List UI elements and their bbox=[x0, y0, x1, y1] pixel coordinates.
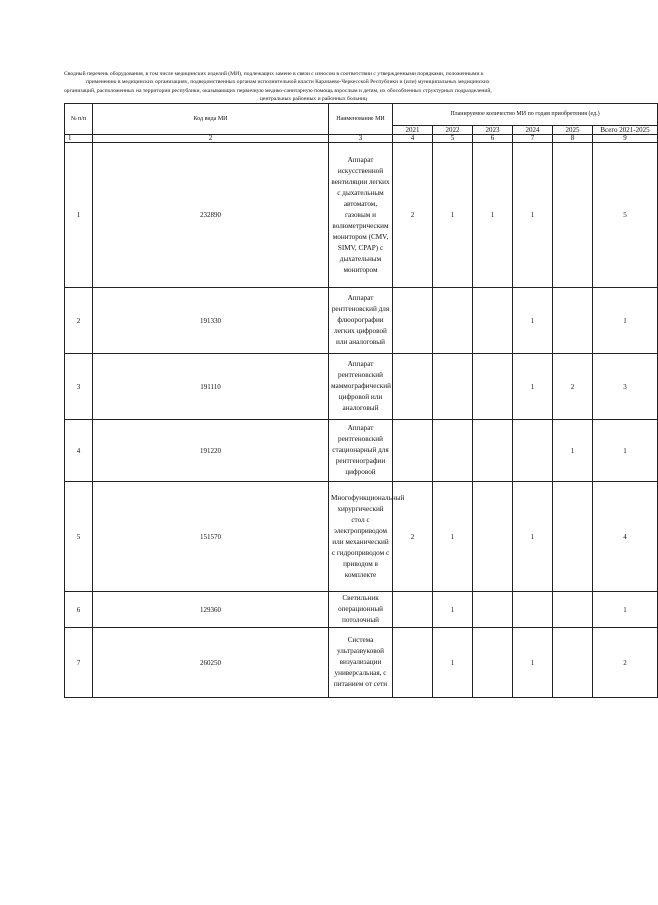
equipment-table bbox=[64, 103, 658, 698]
row-2022 bbox=[433, 288, 473, 354]
row-2025 bbox=[553, 592, 593, 628]
row-code: 129360 bbox=[93, 592, 329, 628]
row-2023 bbox=[473, 420, 513, 482]
row-2023 bbox=[473, 628, 513, 698]
row-name: Многофункциональный хирургический стол с электроприводом или механический с гидроприводом с приводом в комплекте bbox=[329, 482, 393, 592]
header-code: Код вида МИ bbox=[93, 104, 329, 135]
row-num: 1 bbox=[65, 143, 93, 288]
table-row bbox=[65, 628, 658, 698]
row-name: Система ультразвуковой визуализации универсальная, с питанием от сети bbox=[329, 628, 393, 698]
row-total: 3 bbox=[593, 354, 658, 420]
row-num: 2 bbox=[65, 288, 93, 354]
row-code: 191330 bbox=[93, 288, 329, 354]
row-code: 151570 bbox=[93, 482, 329, 592]
header-name: Наименование МИ bbox=[329, 104, 393, 135]
row-2024 bbox=[513, 592, 553, 628]
column-number: 4 bbox=[393, 135, 433, 143]
row-total: 4 bbox=[593, 482, 658, 592]
row-2022: 1 bbox=[433, 628, 473, 698]
row-2022 bbox=[433, 354, 473, 420]
table-row bbox=[65, 288, 658, 354]
column-number: 7 bbox=[513, 135, 553, 143]
row-2021 bbox=[393, 628, 433, 698]
header-year: 2022 bbox=[433, 126, 473, 135]
row-2021 bbox=[393, 288, 433, 354]
row-num: 5 bbox=[65, 482, 93, 592]
row-num: 6 bbox=[65, 592, 93, 628]
column-number: 2 bbox=[93, 135, 329, 143]
column-number: 8 bbox=[553, 135, 593, 143]
row-2023 bbox=[473, 592, 513, 628]
title-line: организаций, расположенных на территории республики, оказывающих первичную медико-санитарную помощь взрослым и детям, их обособленных структурных подразделений, bbox=[64, 87, 492, 94]
row-2025 bbox=[553, 628, 593, 698]
column-number: 6 bbox=[473, 135, 513, 143]
row-2024: 1 bbox=[513, 143, 553, 288]
row-2024 bbox=[513, 420, 553, 482]
row-code: 232890 bbox=[93, 143, 329, 288]
header-year: 2021 bbox=[393, 126, 433, 135]
row-2021 bbox=[393, 592, 433, 628]
row-total: 1 bbox=[593, 420, 658, 482]
row-name: Аппарат рентгеновский стационарный для рентгенографии цифровой bbox=[329, 420, 393, 482]
row-name: Светильник операционный потолочный bbox=[329, 592, 393, 628]
row-total: 2 bbox=[593, 628, 658, 698]
row-2023: 1 bbox=[473, 143, 513, 288]
row-code: 260250 bbox=[93, 628, 329, 698]
row-2023 bbox=[473, 354, 513, 420]
row-2024: 1 bbox=[513, 482, 553, 592]
title-line: Сводный перечень оборудования, в том числе медицинских изделий (МИ), подлежащих замене в связи с износом в соответствии с утвержденными порядками, положенными к bbox=[64, 71, 484, 77]
column-number: 9 bbox=[593, 135, 658, 143]
header-year: 2023 bbox=[473, 126, 513, 135]
row-2025: 2 bbox=[553, 354, 593, 420]
row-2023 bbox=[473, 482, 513, 592]
header-year: 2025 bbox=[553, 126, 593, 135]
page-title bbox=[64, 70, 596, 103]
row-2025 bbox=[553, 143, 593, 288]
row-name: Аппарат рентгеновский маммографический цифровой или аналоговый bbox=[329, 354, 393, 420]
row-name: Аппарат искусственной вентиляции легких с дыхательным автоматом, газовым и волюметрическим монитором (CMV, SIMV, CPAP) с дыхательным монитором bbox=[329, 143, 393, 288]
row-2022: 1 bbox=[433, 482, 473, 592]
row-2024: 1 bbox=[513, 288, 553, 354]
row-2024: 1 bbox=[513, 354, 553, 420]
row-num: 3 bbox=[65, 354, 93, 420]
row-2025: 1 bbox=[553, 420, 593, 482]
row-2021: 2 bbox=[393, 143, 433, 288]
row-num: 7 bbox=[65, 628, 93, 698]
title-line: применению в медицинских организациях, подведомственных органам исполнительной власти Карачаево-Черкесской Республики и (или) муниципальных медицинских bbox=[86, 79, 490, 86]
row-2024: 1 bbox=[513, 628, 553, 698]
table-row bbox=[65, 143, 658, 288]
row-code: 191220 bbox=[93, 420, 329, 482]
row-2021 bbox=[393, 354, 433, 420]
row-2025 bbox=[553, 482, 593, 592]
row-2021 bbox=[393, 420, 433, 482]
header-total: Всего 2021-2025 bbox=[593, 126, 658, 135]
table-row bbox=[65, 420, 658, 482]
row-total: 5 bbox=[593, 143, 658, 288]
row-2022 bbox=[433, 420, 473, 482]
table-row bbox=[65, 482, 658, 592]
title-line: центральных районных и районных больниц bbox=[260, 95, 367, 102]
column-number: 5 bbox=[433, 135, 473, 143]
header-planned: Планируемое количество МИ по годам приобретения (ед.) bbox=[393, 104, 658, 126]
row-name: Аппарат рентгеновский для флюорографии легких цифровой или аналоговый bbox=[329, 288, 393, 354]
header-year: 2024 bbox=[513, 126, 553, 135]
row-code: 191110 bbox=[93, 354, 329, 420]
header-num: № п/п bbox=[65, 104, 93, 135]
row-total: 1 bbox=[593, 592, 658, 628]
row-2025 bbox=[553, 288, 593, 354]
column-number: 1 bbox=[65, 135, 93, 143]
row-2023 bbox=[473, 288, 513, 354]
table-row bbox=[65, 592, 658, 628]
column-number: 3 bbox=[329, 135, 393, 143]
row-2022: 1 bbox=[433, 592, 473, 628]
row-2022: 1 bbox=[433, 143, 473, 288]
header-row bbox=[65, 104, 658, 126]
table-row bbox=[65, 354, 658, 420]
row-2021: 2 bbox=[393, 482, 433, 592]
row-num: 4 bbox=[65, 420, 93, 482]
column-number-row bbox=[65, 135, 658, 143]
row-total: 1 bbox=[593, 288, 658, 354]
